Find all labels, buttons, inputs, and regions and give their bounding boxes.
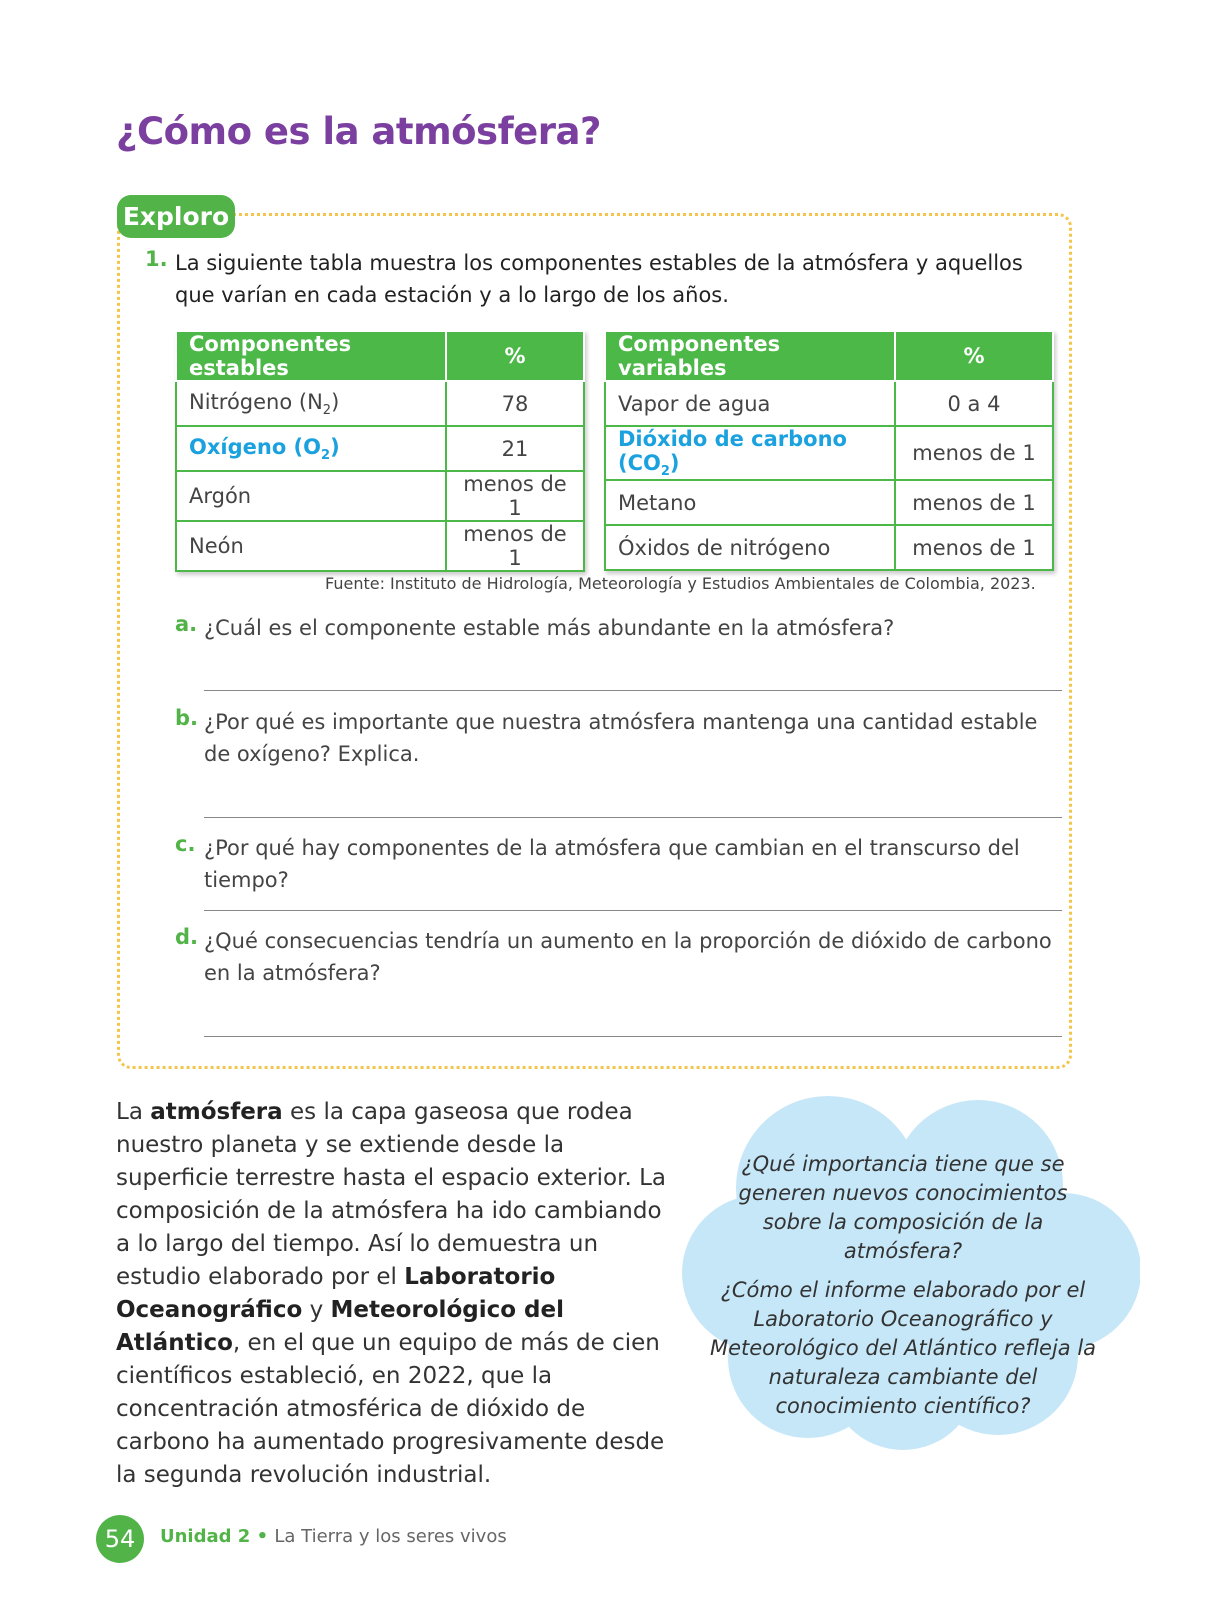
answer-line[interactable] <box>204 1036 1062 1037</box>
component-value: menos de 1 <box>895 426 1053 480</box>
component-value: 78 <box>446 381 584 426</box>
cloud-question: ¿Cómo el informe elaborado por el Laboratorio Oceanográfico y Meteorológico del Atlántico refleja la naturaleza cambiante del conocimiento científico? <box>709 1278 1097 1418</box>
question-letter: a. <box>175 612 198 636</box>
question-text: ¿Qué consecuencias tendría un aumento en la proporción de dióxido de carbono en la atmósfera? <box>204 929 1052 985</box>
table-header-row <box>605 331 1053 381</box>
body-paragraph: La atmósfera es la capa gaseosa que rodea nuestro planeta y se extiende desde la superficie terrestre hasta el espacio exterior. La composición de la atmósfera ha ido cambiando a lo largo del tiempo. Así lo demuestra un estudio elaborado por el Laboratorio Oceanográfico y Meteorológico del Atlántico, en el que un equipo de más de cien científicos estableció, en 2022, que la concentración atmosférica de dióxido de carbono ha aumentado progresivamente desde la segunda revolución industrial. <box>116 1099 666 1488</box>
table-row <box>176 521 584 571</box>
component-value: menos de 1 <box>895 525 1053 570</box>
explore-tab: Exploro <box>117 195 235 238</box>
table-header: Componentes variables <box>605 331 895 381</box>
question-letter: c. <box>175 832 196 856</box>
question-number: 1. <box>145 247 168 271</box>
component-name: Neón <box>176 521 446 571</box>
question-letter: b. <box>175 706 199 730</box>
table-source: Fuente: Instituto de Hidrología, Meteorología y Estudios Ambientales de Colombia, 2023. <box>325 574 1036 593</box>
component-value: 0 a 4 <box>895 381 1053 426</box>
stable-components-table <box>175 330 585 572</box>
question-text: La siguiente tabla muestra los componentes estables de la atmósfera y aquellos que varían en cada estación y a lo largo de los años. <box>175 251 1023 307</box>
table-row <box>605 381 1053 426</box>
question-text: ¿Cuál es el componente estable más abundante en la atmósfera? <box>204 616 895 640</box>
variable-components-table <box>604 330 1054 571</box>
table-row <box>176 426 584 471</box>
component-name: Argón <box>176 471 446 521</box>
question-text: ¿Por qué hay componentes de la atmósfera que cambian en el transcurso del tiempo? <box>204 836 1020 892</box>
cloud-question: ¿Qué importancia tiene que se generen nuevos conocimientos sobre la composición de la atmósfera? <box>738 1152 1068 1263</box>
component-value: 21 <box>446 426 584 471</box>
answer-line[interactable] <box>204 690 1062 691</box>
question-text: ¿Por qué es importante que nuestra atmósfera mantenga una cantidad estable de oxígeno? Explica. <box>204 710 1038 766</box>
table-row <box>605 426 1053 480</box>
table-header: Componentes estables <box>176 331 446 381</box>
component-name: Vapor de agua <box>605 381 895 426</box>
component-name: Nitrógeno $(N_2)$ <box>176 381 446 426</box>
unit-label: Unidad 2 • La Tierra y los seres vivos <box>160 1526 507 1547</box>
table-row <box>605 480 1053 525</box>
component-name: Dióxido de carbono $(CO_2)$ <box>605 426 895 480</box>
component-value: menos de 1 <box>895 480 1053 525</box>
component-value: menos de 1 <box>446 471 584 521</box>
answer-line[interactable] <box>204 910 1062 911</box>
component-name: Oxígeno $(O_2)$ <box>176 426 446 471</box>
page-title: ¿Cómo es la atmósfera? <box>116 110 601 153</box>
component-value: menos de 1 <box>446 521 584 571</box>
page-number: 54 <box>96 1515 144 1563</box>
table-row <box>176 381 584 426</box>
table-header-row <box>176 331 584 381</box>
cloud-questions <box>708 1150 1098 1431</box>
table-row <box>176 471 584 521</box>
table-header: % <box>895 331 1053 381</box>
question-letter: d. <box>175 925 199 949</box>
table-row <box>605 525 1053 570</box>
table-header: % <box>446 331 584 381</box>
component-name: Óxidos de nitrógeno <box>605 525 895 570</box>
answer-line[interactable] <box>204 817 1062 818</box>
component-name: Metano <box>605 480 895 525</box>
